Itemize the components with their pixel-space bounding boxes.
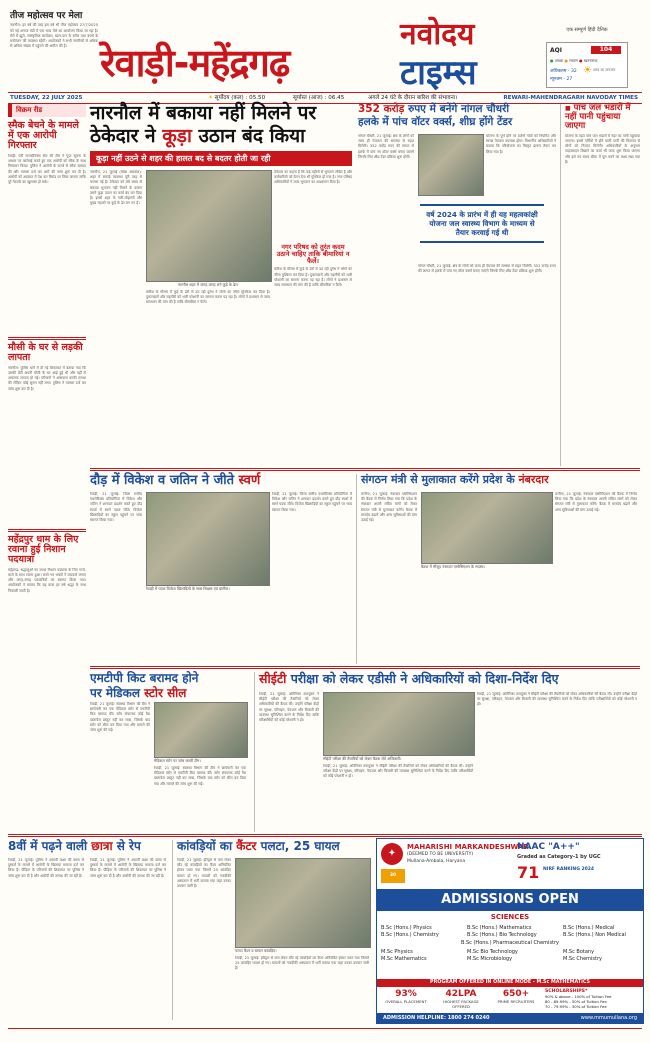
row2-left-headline: दौड़ में विकेश व जतिन ने जीते स्वर्ण bbox=[90, 473, 261, 488]
left-story1-headline: स्मैक बेचने के मामले में एक आरोपी गिरफ्तार bbox=[8, 120, 79, 151]
row3-left-photo bbox=[154, 702, 248, 758]
row3-right-caption: सीईटी परीक्षा की तैयारियों को लेकर बैठक लेते अधिकारी। bbox=[323, 756, 402, 761]
ad-stats bbox=[381, 989, 541, 1011]
legend-good: अच्छा bbox=[554, 58, 564, 63]
ad-courses-col3 bbox=[563, 925, 639, 939]
ad-nirf-rank: 71 bbox=[517, 863, 540, 882]
left-story1-body: रेवाड़ी: एंटी नारकोटिक्स सेल की टीम ने गुप्त सूचना के आधार पर कार्रवाई करते हुए एक आरोपी को स्मैक के साथ गिरफ्तार किया। पुलिस ने आरोपी के कब्जे से स्मैक बरामद की और मामला दर्ज कर आगे की जांच शुरू कर दी है। आरोपी को अदालत में पेश कर रिमांड पर लिया जाएगा ताकि पूरे नेटवर्क का खुलासा हो सके। bbox=[8, 153, 86, 184]
ad-nirf-text: NIRF RANKING 2024 bbox=[543, 867, 594, 872]
row3-left-body: रेवाड़ी, 21 जुलाई: स्वास्थ्य विभाग की टीम ने छापेमारी कर एक मेडिकल स्टोर से एमटीपी किट बरामद कीं। स्टोर संचालक कोई वैध दस्तावेज प्रस्तुत नहीं कर सका, जिसके बाद स्टोर को सील कर दिया गया और मामले की जांच शुरू की गई। bbox=[90, 702, 150, 733]
row2-right-photo bbox=[421, 492, 553, 564]
lead-headline-line2: ठेकेदार ने कूड़ा उठान बंद किया bbox=[90, 124, 306, 147]
ad-location: Mullana-Ambala, Haryana bbox=[407, 859, 466, 864]
ad-sciences: SCIENCES bbox=[490, 913, 530, 921]
row4-mid-col1 bbox=[177, 858, 231, 1018]
row3-right-col2 bbox=[323, 764, 473, 830]
row2-right-body: कनीना, 21 जुलाई: नंबरदार एसोसिएशन की बैठक में निर्णय लिया गया कि प्रदेश के नंबरदार अपनी लंबित मांगों को लेकर संगठन मंत्री से मुलाकात करेंगे। बैठक में मानदेय बढ़ाने और अन्य सुविधाओं की मांग उठाई गई। bbox=[361, 492, 417, 523]
right-top-body1: नांगल चौधरी, 21 जुलाई: क्षेत्र के लोगों को जल्द ही पेयजल की समस्या से राहत मिलेगी। 352 करोड़ रुपए की लागत से हलके में पांच नए वॉटर वर्क्स बनाए जाएंगे जिनके लिए शीघ्र टेंडर प्रक्रिया शुरू होगी। bbox=[358, 134, 414, 159]
ad-category: Graded as Category-1 by UGC bbox=[517, 854, 601, 860]
row4-left-body-cont: रेवाड़ी, 21 जुलाई: पुलिस ने आठवीं कक्षा की छात्रा से दुष्कर्म के मामले में आरोपी के खिलाफ मामला दर्ज कर लिया है। पीड़िता के परिजनों की शिकायत पर पुलिस ने जांच शुरू कर दी है और आरोपी की तलाश की जा रही है। bbox=[90, 858, 166, 878]
ad-admissions: ADMISSIONS OPEN bbox=[377, 889, 643, 911]
row2-right-body-cont: कनीना, 21 जुलाई: नंबरदार एसोसिएशन की बैठक में निर्णय लिया गया कि प्रदेश के नंबरदार अपनी लंबित मांगों को लेकर संगठन मंत्री से मुलाकात करेंगे। बैठक में मानदेय बढ़ाने और अन्य सुविधाओं की मांग उठाई गई। bbox=[555, 492, 637, 512]
row4-mid-photo bbox=[235, 858, 371, 948]
ad-msc-col1 bbox=[381, 949, 467, 963]
sunrise-icon: ☀ bbox=[208, 95, 214, 101]
ad-msc-col3 bbox=[563, 949, 639, 963]
university-logo-icon: ✦ bbox=[381, 843, 403, 865]
row4-left-col1 bbox=[8, 858, 84, 1018]
top-left-story bbox=[10, 12, 98, 49]
row4-left-body: रेवाड़ी, 21 जुलाई: पुलिस ने आठवीं कक्षा की छात्रा से दुष्कर्म के मामले में आरोपी के खिलाफ मामला दर्ज कर लिया है। पीड़िता के परिजनों की शिकायत पर पुलिस ने जांच शुरू कर दी है और आरोपी की तलाश की जा रही है। bbox=[8, 858, 84, 878]
aqi-label: AQI bbox=[550, 47, 562, 54]
lead-col1 bbox=[90, 170, 142, 460]
lead-col2 bbox=[146, 290, 270, 460]
row3-left-story bbox=[90, 672, 250, 832]
aqi-value: 104 bbox=[591, 46, 621, 54]
course-item: B.Sc (Hons.) Non Medical bbox=[563, 932, 626, 938]
row4-mid-caption: पलटा कैंटर व घायल कांवड़िए। bbox=[235, 948, 277, 953]
row3-right-body-cont2: रेवाड़ी, 21 जुलाई: अतिरिक्त उपायुक्त ने सीईटी परीक्षा की तैयारियों को लेकर अधिकारियों की बैठक ली। उन्होंने परीक्षा केंद्रों पर सुरक्षा, परिवहन, पेयजल और बिजली की व्यवस्था सुनिश्चित करने के निर्देश दिए ताकि परीक्षार्थियों को कोई परेशानी न हो। bbox=[477, 692, 637, 707]
course-item: B.Sc (Hons.) Medical bbox=[563, 925, 615, 931]
top-left-headline: तीज महोत्सव पर मेला bbox=[10, 11, 83, 21]
ad-stat1: 93% OVERALL PLACEMENT bbox=[385, 989, 427, 1004]
masthead-title-left: रेवाड़ी-महेंद्रगढ़ bbox=[100, 41, 290, 85]
left-story3-body: महेंद्रगढ़: श्रद्धालुओं का जत्था निशान पदयात्रा के लिए गाजे-बाजे के साथ रवाना हुआ। रास्ते भर भक्तों ने जयकारे लगाए और जगह-जगह पदयात्रियों का स्वागत किया गया। आयोजकों ने बताया कि यह यात्रा हर वर्ष श्रद्धा के साथ निकाली जाती है। bbox=[8, 567, 86, 593]
ad-university: MAHARISHI MARKANDESHWAR bbox=[407, 843, 529, 851]
ad-helpline[interactable]: ADMISSION HELPLINE: 1800 274 0240 bbox=[383, 1015, 490, 1021]
row2-left-body: रेवाड़ी, 21 जुलाई: जिला स्तरीय एथलेटिक्स प्रतियोगिता में विकेश और जतिन ने शानदार प्रदर्शन करते हुए दौड़ स्पर्धा में स्वर्ण पदक जीते। विजेता खिलाड़ियों का स्कूल पहुंचने पर भव्य स्वागत किया गया। bbox=[90, 492, 142, 523]
row2-left-body-cont: रेवाड़ी, 21 जुलाई: जिला स्तरीय एथलेटिक्स प्रतियोगिता में विकेश और जतिन ने शानदार प्रदर्शन करते हुए दौड़ स्पर्धा में स्वर्ण पदक जीते। विजेता खिलाड़ियों का स्कूल पहुंचने पर भव्य स्वागत किया गया। bbox=[272, 492, 352, 512]
course-item: B.Sc (Hons.) Mathematics bbox=[467, 925, 532, 931]
right-top-callout: वर्ष 2024 के प्रारंभ में ही यह महत्वकांक्षी योजना जल स्वास्थ्य विभाग के माध्यम से तैयार करवाई गई थी bbox=[420, 204, 544, 243]
ad-pharma: B.Sc (Hons.) Pharmaceutical Chemistry bbox=[460, 940, 560, 946]
scholarship-line: 70 - 79.99% - 30% of Tuition Fee bbox=[545, 1004, 607, 1009]
ad-courses-col1 bbox=[381, 925, 467, 939]
left-story3-headline: महेंद्रपुर धाम के लिए रवाना हुई निशान पदयात्रा bbox=[8, 533, 79, 565]
row4-left-headline: 8वीं में पढ़ने वाली छात्रा से रेप bbox=[8, 839, 141, 853]
row3-right-col3 bbox=[477, 692, 637, 830]
masthead-title-right-top: नवोदय bbox=[400, 17, 475, 52]
right-top-headline-line1: 352 करोड़ रुपए में बनेंगे नांगल चौधरी bbox=[358, 103, 510, 115]
row3-right-body: रेवाड़ी, 21 जुलाई: अतिरिक्त उपायुक्त ने सीईटी परीक्षा की तैयारियों को लेकर अधिकारियों की बैठक ली। उन्होंने परीक्षा केंद्रों पर सुरक्षा, परिवहन, पेयजल और बिजली की व्यवस्था सुनिश्चित करने के निर्देश दिए ताकि परीक्षार्थियों को कोई परेशानी न हो। bbox=[259, 692, 319, 723]
course-item: M.Sc Bio Technology bbox=[467, 949, 518, 955]
lead-quote: नगर परिषद को तुरंत कदम उठाने चाहिए ताकि बीमारियां न फैलें। bbox=[276, 243, 350, 265]
row3-right-headline: सीईटी परीक्षा को लेकर एडीसी ने अधिकारियों को दिशा-निर्देश दिए bbox=[259, 671, 559, 686]
lead-photo bbox=[146, 170, 272, 282]
row3-right-col1 bbox=[259, 692, 319, 830]
row2-left-story bbox=[90, 474, 352, 664]
left-story2-body: नारनौल: पुलिस थाने में दी गई शिकायत में बताया गया कि उसकी बेटी अपनी मौसी के घर आई हुई थी और वहीं से अचानक लापता हो गई। परिजनों ने आसपास काफी तलाश की लेकिन कोई सुराग नहीं लगा। पुलिस ने मामला दर्ज कर जांच शुरू कर दी है। bbox=[8, 365, 86, 391]
right-top-body1-cont: नांगल चौधरी, 21 जुलाई: क्षेत्र के लोगों को जल्द ही पेयजल की समस्या से राहत मिलेगी। 352 करोड़ रुपए की लागत से हलके में पांच नए वॉटर वर्क्स बनाए जाएंगे जिनके लिए शीघ्र टेंडर प्रक्रिया शुरू होगी। bbox=[418, 264, 556, 274]
row2-right-col1 bbox=[361, 492, 417, 662]
course-item: M.Sc Chemistry bbox=[563, 956, 602, 962]
row3-right-photo bbox=[323, 692, 475, 756]
row4-mid-col2 bbox=[235, 956, 369, 1018]
course-item: M.Sc Botany bbox=[563, 949, 595, 955]
course-item: B.Sc (Hons.) Physics bbox=[381, 925, 432, 931]
course-item: M.Sc Physics bbox=[381, 949, 413, 955]
lead-body2: बारिश के मौसम में कूड़े के ढेरों से उठ रही दुर्गंध ने लोगों का जीना मुश्किल कर दिया है। दुकानदारों और राहगीरों को भारी परेशानी का सामना करना पड़ रहा है। लोगों ने प्रशासन से जल्द समाधान की मांग की है ताकि बीमारियां न फैलें। bbox=[146, 290, 270, 305]
bar-slogan: अगले 24 घंटे के दौरान बारिश की संभावना। bbox=[368, 95, 458, 101]
aqi-box bbox=[546, 27, 628, 88]
legend-bad: खतरनाक bbox=[583, 58, 598, 63]
row2-right-col3 bbox=[555, 492, 637, 662]
bottom-border bbox=[8, 1028, 642, 1035]
row2-right-story bbox=[356, 474, 640, 664]
date: TUESDAY, 22 JULY 2025 bbox=[10, 95, 83, 101]
ad-university-sub: (DEEMED TO BE UNIVERSITY) bbox=[407, 852, 474, 857]
edition: REWARI-MAHENDRAGARH NAVODAY TIMES bbox=[503, 95, 638, 101]
row4-mid-body: रेवाड़ी, 21 जुलाई: हरिद्वार से जल लेकर लौट रहे कांवड़ियों का कैंटर अनियंत्रित होकर पलट गया जिसमें 25 कांवड़िए घायल हो गए। घायलों को नजदीकी अस्पताल में भर्ती कराया गया जहां उनका उपचार जारी है। bbox=[177, 858, 231, 889]
sidebar-story bbox=[560, 104, 640, 466]
row3-left-headline-line1: एमटीपी किट बरामद होने bbox=[90, 671, 199, 685]
ad-years: 30 bbox=[381, 869, 405, 883]
lead-body2-cont: बारिश के मौसम में कूड़े के ढेरों से उठ रही दुर्गंध ने लोगों का जीना मुश्किल कर दिया है। दुकानदारों और राहगीरों को भारी परेशानी का सामना करना पड़ रहा है। लोगों ने प्रशासन से जल्द समाधान की मांग की है ताकि बीमारियां न फैलें। bbox=[274, 267, 352, 288]
row3-left-body-cont: रेवाड़ी, 21 जुलाई: स्वास्थ्य विभाग की टीम ने छापेमारी कर एक मेडिकल स्टोर से एमटीपी किट बरामद कीं। स्टोर संचालक कोई वैध दस्तावेज प्रस्तुत नहीं कर सका, जिसके बाद स्टोर को सील कर दिया गया और मामले की जांच शुरू की गई। bbox=[154, 766, 246, 786]
row4-left-story bbox=[8, 840, 168, 1020]
row3-left-caption: मेडिकल स्टोर पर जांच करती टीम। bbox=[154, 758, 201, 763]
weather-note: आज का तापमान bbox=[593, 68, 616, 72]
scholarship-line: 90% & above - 100% of Tuition Fee bbox=[545, 994, 612, 999]
lead-body3: ठेकेदार का कहना है कि कई महीनों से भुगतान लंबित है और कर्मचारियों को वेतन देना भी मुश्किल हो गया है। नगर परिषद अधिकारियों ने जल्द भुगतान का आश्वासन दिया है। bbox=[274, 170, 352, 185]
sidebar-body: योजना के तहत पांच जल भंडारों में नहर का पानी पहुंचाया जाएगा। इससे गर्मियों में होने वाली पानी की किल्लत से लोगों को निजात मिलेगी। अधिकारियों के अनुसार पाइपलाइन बिछाने का कार्य भी जल्द शुरू किया जाएगा और इसे तय समय सीमा में पूरा करने का लक्ष्य रखा गया है। bbox=[565, 133, 640, 164]
lead-subhead: कूड़ा नहीं उठने से शहर की हालत बद से बदतर होती जा रही bbox=[90, 151, 352, 166]
course-item: B.Sc (Hons.) Bio Technology bbox=[467, 932, 537, 938]
lead-story bbox=[90, 104, 352, 466]
lead-headline-line1: नारनौल में बकाया नहीं मिलने पर bbox=[90, 102, 317, 124]
row2-left-photo bbox=[146, 492, 270, 586]
row2-left-col1 bbox=[90, 492, 142, 662]
row3-left-col2 bbox=[154, 766, 246, 830]
course-item: M.Sc Microbiology bbox=[467, 956, 513, 962]
course-item: M.Sc Mathematics bbox=[381, 956, 427, 962]
ad-stat2: 42LPA HIGHEST PACKAGE OFFERED bbox=[443, 989, 479, 1009]
lead-quote-block bbox=[274, 244, 352, 460]
left-column bbox=[8, 104, 86, 832]
square-bullet-icon: ■ bbox=[565, 105, 571, 112]
ad-header bbox=[377, 839, 643, 887]
right-top-story bbox=[358, 104, 556, 466]
temp-max: अधिकतम - 32 bbox=[550, 69, 577, 74]
row4-mid-headline: कांवड़ियों का कैंटर पलटा, 25 घायल bbox=[177, 839, 340, 853]
sunset: सूर्यास्त (आज) : 06.45 bbox=[293, 95, 345, 101]
lead-col3 bbox=[274, 170, 352, 240]
right-top-col1 bbox=[358, 134, 414, 464]
row3-left-headline-line2: पर मेडिकल स्टोर सील bbox=[90, 685, 187, 700]
ad-stat3: 650+ PRIME RECRUITERS bbox=[497, 989, 535, 1004]
row3-right-body-cont: रेवाड़ी, 21 जुलाई: अतिरिक्त उपायुक्त ने सीईटी परीक्षा की तैयारियों को लेकर अधिकारियों की बैठक ली। उन्होंने परीक्षा केंद्रों पर सुरक्षा, परिवहन, पेयजल और बिजली की व्यवस्था सुनिश्चित करने के निर्देश दिए ताकि परीक्षार्थियों को कोई परेशानी न हो। bbox=[323, 764, 473, 779]
ad-courses-col2 bbox=[467, 925, 563, 939]
ad-scholarships: SCHOLARSHIPS* 90% & above - 100% of Tuition Fee 80 - 89.99% - 50% of Tuition Fee 70 - 79.99% - 30% of Tuition Fee bbox=[545, 989, 641, 1013]
row4-left-col2 bbox=[90, 858, 166, 1018]
legend-mid: मध्यम bbox=[569, 58, 578, 63]
row4-mid-body-cont: रेवाड़ी, 21 जुलाई: हरिद्वार से जल लेकर लौट रहे कांवड़ियों का कैंटर अनियंत्रित होकर पलट गया जिसमें 25 कांवड़िए घायल हो गए। घायलों को नजदीकी अस्पताल में भर्ती कराया गया जहां उनका उपचार जारी है। bbox=[235, 956, 369, 971]
row2-left-col3 bbox=[272, 492, 352, 662]
ad-website[interactable]: www.mmumullana.org bbox=[580, 1015, 637, 1021]
sidebar-headline: ■ पांच जल भंडारों में नहीं पानी पहुंचाया जाएगा bbox=[565, 103, 631, 131]
row3-right-story bbox=[254, 672, 640, 832]
left-section-label: विक्रम रीड bbox=[8, 104, 86, 117]
row2-left-caption: रेवाड़ी में पदक विजेता खिलाड़ियों के साथ शिक्षक एवं ग्रामीण। bbox=[146, 586, 230, 591]
top-left-body: नारनौल: हर वर्ष की तरह इस वर्ष भी तीज महोत्सव 27/7/2025 को नई अनाज मंडी में एक भव्य मेले का आयोजन किया जा रहा है। मेले में झूले, सांस्कृतिक कार्यक्रम, खान-पान के स्टॉल तथा बच्चों के मनोरंजन की व्यवस्था रहेगी। आयोजकों ने सभी नागरिकों से अधिक से अधिक संख्या में पहुंचने की अपील की है। bbox=[10, 23, 98, 49]
lead-body1: नारनौल, 21 जुलाई (वेबेश अग्रवाल): शहर में सफाई व्यवस्था पूरी तरह से चरमरा गई है। ठेकेदार को लंबे समय से बकाया भुगतान नहीं मिलने के कारण उसने कूड़ा उठान का कार्य बंद कर दिया है। इससे शहर के गली-मोहल्लों और मुख्य सड़कों पर कूड़े के ढेर लग गए हैं। bbox=[90, 170, 142, 206]
scholarship-line: 80 - 89.99% - 50% of Tuition Fee bbox=[545, 999, 607, 1004]
aqi-legend: ● अच्छा ● मध्यम ● खतरनाक bbox=[550, 58, 598, 63]
ad-online-mode: PROGRAM OFFERED IN ONLINE MODE - M.Sc MATHEMATICS bbox=[377, 979, 643, 987]
right-top-headline-line2: हलके में पांच वॉटर वर्क्स, शीघ्र होंगे टेंडर bbox=[358, 116, 513, 129]
row4-mid-story bbox=[172, 840, 372, 1020]
temp-min: न्यूनतम - 27 bbox=[550, 77, 573, 82]
tagline: एक सम्पूर्ण हिंदी दैनिक bbox=[566, 27, 608, 33]
left-story2-headline: मौसी के घर से लड़की लापता bbox=[8, 341, 83, 363]
row2-right-caption: बैठक में मौजूद नंबरदार एसोसिएशन के सदस्य। bbox=[421, 564, 485, 569]
course-item: B.Sc (Hons.) Chemistry bbox=[381, 932, 439, 938]
row2-right-headline: संगठन मंत्री से मुलाकात करेंगे प्रदेश के नंबरदार bbox=[361, 473, 549, 486]
right-top-col2 bbox=[418, 264, 556, 464]
sunrise: ☀ सूर्योदय (कल) : 05.50 bbox=[208, 95, 266, 101]
ad-footer bbox=[377, 1013, 643, 1023]
lead-photo-caption: नारनौल शहर में जगह-जगह लगे कूड़े के ढेर। bbox=[177, 282, 239, 287]
right-top-body2: योजना के पूर्ण होने पर दर्जनों गांवों को नियमित और स्वच्छ पेयजल उपलब्ध होगा। विभागीय अधिकारियों ने बताया कि परियोजना का विस्तृत प्रारूप तैयार कर लिया गया है। bbox=[486, 134, 556, 154]
right-top-photo bbox=[418, 134, 484, 196]
row3-left-col1 bbox=[90, 702, 150, 830]
ad-mmu[interactable] bbox=[376, 838, 644, 1024]
sun-icon: ☀ bbox=[583, 65, 592, 76]
ad-courses bbox=[381, 925, 639, 979]
masthead bbox=[100, 10, 640, 93]
ad-msc-col2 bbox=[467, 949, 563, 963]
ad-naac: NAAC "A++" bbox=[517, 842, 580, 852]
masthead-title-right-bottom: टाइम्स bbox=[400, 53, 477, 93]
